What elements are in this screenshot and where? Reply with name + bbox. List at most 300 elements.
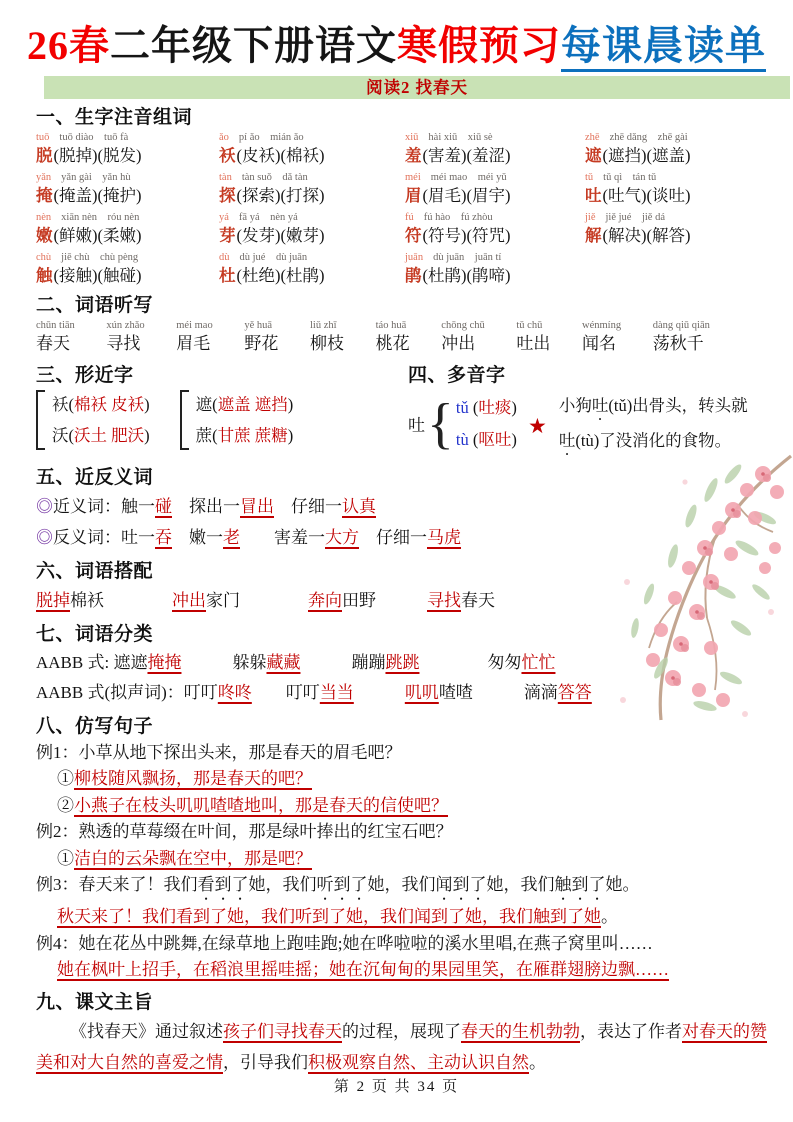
text-segment: 闻到了 bbox=[435, 875, 487, 895]
character-words-line bbox=[219, 184, 405, 207]
text-segment: ( bbox=[212, 394, 218, 414]
character-words-line bbox=[585, 224, 775, 247]
word-pinyin: tàn suǒ dǎ tàn bbox=[241, 171, 308, 183]
text-segment bbox=[376, 591, 427, 610]
bracket-shape bbox=[36, 390, 45, 450]
polyphone-readings bbox=[456, 392, 551, 456]
pinyin-line bbox=[219, 131, 405, 144]
text-segment: ① bbox=[57, 848, 74, 868]
head-character: 羞 bbox=[405, 145, 422, 165]
text-segment: 匆匆 bbox=[487, 652, 522, 672]
head-character: 眉 bbox=[405, 185, 422, 205]
pinyin-line bbox=[36, 171, 219, 184]
dictation-pinyin: xún zhǎo bbox=[106, 319, 145, 331]
entry-words: (杜绝)(杜鹃) bbox=[236, 265, 325, 285]
dictation-text: 春天 bbox=[36, 333, 70, 353]
text-segment: 近义词：触一 bbox=[53, 496, 155, 516]
text-segment: 藏藏 bbox=[266, 652, 301, 672]
head-pinyin: tuō bbox=[36, 131, 50, 143]
dictation-word bbox=[106, 319, 144, 356]
head-pinyin: yǎn bbox=[36, 171, 52, 183]
head-character: 遮 bbox=[585, 145, 602, 165]
similar-group bbox=[36, 390, 150, 450]
antonyms-line bbox=[36, 522, 775, 553]
text-segment: ( bbox=[472, 397, 479, 417]
section-9-heading: 九、课文主旨 bbox=[36, 991, 154, 1013]
entry-words: (鲜嫩)(柔嫩) bbox=[53, 225, 142, 245]
text-segment: 《找春天》通过叙述 bbox=[70, 1021, 223, 1041]
text-segment bbox=[181, 653, 232, 672]
text-segment: 沃 bbox=[52, 425, 69, 445]
text-segment: 嫩一 bbox=[172, 527, 223, 547]
text-segment: ◎ bbox=[36, 527, 53, 547]
head-character: 脱 bbox=[36, 145, 53, 165]
section-6-heading: 六、词语搭配 bbox=[36, 560, 154, 582]
text-segment: 听到了 bbox=[316, 875, 368, 895]
aabb-onomatopoeia-line bbox=[36, 678, 775, 708]
text-segment: 孩子们寻找春天 bbox=[223, 1021, 342, 1041]
example-line bbox=[36, 931, 775, 958]
text-segment: ◎ bbox=[36, 496, 53, 516]
dictation-text: 野花 bbox=[244, 333, 279, 353]
text-segment: 蔗 bbox=[195, 425, 213, 445]
dictation-word bbox=[376, 319, 410, 356]
example-line bbox=[36, 872, 775, 904]
head-pinyin: dù bbox=[219, 251, 230, 263]
text-segment: 甘蔗 蔗糖 bbox=[217, 425, 288, 445]
text-segment: ，表达了作者 bbox=[580, 1021, 682, 1041]
dictation-pinyin: dàng qiū qiān bbox=[652, 319, 710, 331]
text-segment: 探出一 bbox=[172, 496, 240, 516]
head-character: 鹃 bbox=[405, 265, 422, 285]
text-segment: 例2：熟透的草莓缀在叶间，那是绿叶捧出的红宝石吧？ bbox=[36, 822, 453, 842]
dictation-pinyin: liǔ zhī bbox=[310, 319, 337, 331]
text-segment: 当当 bbox=[319, 682, 354, 702]
title-part-reading-list: 每课晨读单 bbox=[561, 23, 766, 72]
dictation-word bbox=[441, 319, 484, 356]
text-segment: 忙忙 bbox=[521, 652, 556, 672]
character-words-line bbox=[585, 184, 775, 207]
word-pinyin: yǎn gài yǎn hù bbox=[61, 171, 131, 183]
answer-line bbox=[36, 904, 775, 931]
character-words-line bbox=[219, 144, 405, 167]
entry-words: (眉毛)(眉宇) bbox=[422, 185, 511, 205]
character-entry bbox=[405, 211, 585, 247]
dictation-text: 荡秋千 bbox=[652, 333, 704, 353]
pinyin-line bbox=[219, 171, 405, 184]
text-segment: ) bbox=[144, 394, 150, 414]
text-segment: 家门 bbox=[206, 590, 240, 610]
head-character: 杜 bbox=[219, 265, 236, 285]
dictation-word bbox=[582, 319, 621, 356]
character-words-line bbox=[405, 224, 585, 247]
character-words-line bbox=[219, 264, 405, 287]
answer-line bbox=[36, 793, 775, 820]
section-4-heading: 四、多音字 bbox=[408, 364, 506, 386]
section-5-heading: 五、近反义词 bbox=[36, 466, 154, 488]
character-grid bbox=[36, 131, 775, 287]
text-segment: AABB 式: 遮遮 bbox=[36, 652, 148, 672]
text-segment: 吐痰 bbox=[478, 397, 512, 417]
text-segment: 袄 bbox=[52, 394, 69, 414]
text-segment: ① bbox=[57, 769, 74, 789]
text-segment: tǔ bbox=[455, 397, 473, 417]
word-pinyin: hài xiū xiū sè bbox=[428, 131, 493, 143]
text-segment: 吞 bbox=[155, 527, 172, 547]
similar-line bbox=[52, 393, 150, 416]
similar-group-lines bbox=[196, 390, 294, 450]
theme-paragraph bbox=[36, 1016, 775, 1078]
text-segment: 春天 bbox=[461, 590, 495, 610]
similar-group bbox=[180, 390, 294, 450]
entry-words: (杜鹃)(鹃啼) bbox=[422, 265, 511, 285]
text-segment: 积极观察自然、主动认识自然 bbox=[308, 1052, 529, 1072]
text-segment: 遮 bbox=[195, 394, 213, 414]
polyphone-example-sentence bbox=[559, 389, 748, 459]
text-segment: ) bbox=[287, 394, 294, 414]
word-pinyin: fā yá nèn yá bbox=[238, 211, 298, 223]
text-segment: 仔细一 bbox=[274, 496, 342, 516]
character-words-line bbox=[36, 224, 219, 247]
text-segment: ) bbox=[144, 425, 150, 445]
page-number-footer: 第 2 页 共 34 页 bbox=[333, 1079, 460, 1095]
text-segment: 大方 bbox=[325, 527, 359, 547]
title-part-preview: 寒假预习 bbox=[397, 23, 561, 68]
example-line bbox=[36, 819, 775, 846]
answer-line bbox=[36, 766, 775, 793]
text-segment: 她，我们 bbox=[248, 875, 317, 895]
text-segment: 马虎 bbox=[427, 527, 461, 547]
text-segment: 看到了 bbox=[197, 875, 249, 895]
text-segment: ( bbox=[68, 425, 74, 445]
head-character: 吐 bbox=[585, 185, 602, 205]
character-entry bbox=[585, 131, 775, 167]
text-segment: 遮盖 遮挡 bbox=[217, 394, 288, 414]
text-segment: 棉袄 bbox=[70, 590, 104, 610]
entry-words: (符号)(符咒) bbox=[422, 225, 511, 245]
text-segment: 掩掩 bbox=[147, 652, 182, 672]
entry-words: (发芽)(嫩芽) bbox=[236, 225, 325, 245]
text-segment: ( bbox=[68, 394, 74, 414]
text-segment: 吐 bbox=[591, 395, 609, 415]
text-segment: ) bbox=[511, 429, 517, 449]
text-segment: 反义词：吐一 bbox=[53, 527, 155, 547]
text-segment: 。 bbox=[601, 907, 618, 927]
text-segment: 例3：春天来了！我们 bbox=[36, 875, 198, 895]
head-pinyin: ǎo bbox=[219, 131, 229, 143]
polyphone-content bbox=[408, 389, 775, 459]
pinyin-line bbox=[585, 131, 775, 144]
pinyin-line bbox=[405, 131, 585, 144]
text-segment: 的过程，展现了 bbox=[342, 1021, 461, 1041]
head-character: 嫩 bbox=[36, 225, 53, 245]
dictation-word bbox=[36, 319, 75, 356]
text-segment: 洁白的云朵飘在空中，那是吧？ bbox=[74, 848, 312, 868]
text-segment bbox=[300, 653, 351, 672]
text-segment: 仔细一 bbox=[359, 527, 427, 547]
text-segment: ( bbox=[212, 425, 218, 445]
text-segment bbox=[104, 591, 172, 610]
text-segment: 叮叮 bbox=[285, 682, 320, 702]
text-segment: 寻找 bbox=[427, 590, 461, 610]
word-pinyin: dù juān juān tí bbox=[433, 251, 502, 263]
dictation-text: 寻找 bbox=[106, 333, 141, 353]
character-entry bbox=[585, 171, 775, 207]
text-segment: 田野 bbox=[342, 590, 376, 610]
entry-words: (掩盖)(掩护) bbox=[53, 185, 142, 205]
head-pinyin: méi bbox=[405, 171, 421, 183]
head-character: 芽 bbox=[219, 225, 236, 245]
text-segment: 她。 bbox=[605, 875, 640, 895]
text-segment: 沃土 肥沃 bbox=[74, 425, 145, 445]
text-segment: 喳喳 bbox=[438, 682, 473, 702]
sentence-line bbox=[559, 424, 748, 459]
word-pinyin: fú hào fú zhòu bbox=[423, 211, 493, 223]
text-segment bbox=[240, 591, 308, 610]
polyphone-section bbox=[408, 357, 775, 459]
brace-glyph: { bbox=[427, 392, 454, 455]
text-segment: 触到了 bbox=[554, 875, 606, 895]
text-segment: 老 bbox=[223, 527, 240, 547]
dictation-word bbox=[516, 319, 550, 356]
entry-words: (皮袄)(棉袄) bbox=[236, 145, 325, 165]
head-character: 掩 bbox=[36, 185, 53, 205]
text-segment: 认真 bbox=[342, 496, 376, 516]
word-pinyin: tuō diào tuō fà bbox=[59, 131, 129, 143]
word-pinyin: jiē chù chù pèng bbox=[61, 251, 139, 263]
head-pinyin: zhē bbox=[585, 131, 600, 143]
text-segment: 。 bbox=[529, 1052, 546, 1072]
aabb-line bbox=[36, 648, 775, 678]
pinyin-line bbox=[36, 131, 219, 144]
dictation-pinyin: yě huā bbox=[244, 319, 273, 331]
pinyin-line bbox=[585, 211, 775, 224]
text-segment: 碰 bbox=[155, 496, 172, 516]
head-pinyin: yá bbox=[219, 211, 229, 223]
polyphone-character: 吐 bbox=[408, 416, 425, 436]
entry-words: (遮挡)(遮盖) bbox=[602, 145, 691, 165]
text-segment: 小狗 bbox=[558, 395, 592, 415]
entry-words: (吐气)(谈吐) bbox=[602, 185, 691, 205]
text-segment: 躲躲 bbox=[232, 652, 267, 672]
text-segment: 秋天来了！我们看到了她，我们听到了她，我们闻到了她，我们触到了她 bbox=[57, 907, 601, 927]
sentence-line bbox=[559, 389, 748, 424]
dictation-text: 柳枝 bbox=[310, 333, 344, 353]
character-entry bbox=[36, 251, 219, 287]
text-segment: AABB 式(拟声词)：叮叮 bbox=[36, 682, 218, 702]
word-pinyin: tǔ qì tán tǔ bbox=[603, 171, 657, 183]
dictation-pinyin: tǔ chū bbox=[516, 319, 543, 331]
character-entry bbox=[219, 211, 405, 247]
example-line bbox=[36, 740, 775, 767]
answer-line bbox=[36, 957, 775, 984]
head-character: 袄 bbox=[219, 145, 236, 165]
dictation-pinyin: chūn tiān bbox=[36, 319, 75, 331]
text-segment: 滴滴 bbox=[523, 682, 558, 702]
character-entry bbox=[405, 251, 585, 287]
reading-line bbox=[456, 394, 517, 422]
star-icon: ★ bbox=[528, 413, 547, 438]
entry-words: (害羞)(羞涩) bbox=[422, 145, 511, 165]
character-words-line bbox=[585, 144, 775, 167]
text-segment: ) bbox=[287, 425, 294, 445]
character-words-line bbox=[219, 224, 405, 247]
similar-character-groups bbox=[36, 390, 408, 450]
dictation-pinyin: chōng chū bbox=[441, 319, 485, 331]
dictation-pinyin: táo huā bbox=[375, 319, 407, 331]
word-pinyin: pí ǎo mián ǎo bbox=[238, 131, 304, 143]
character-words-line bbox=[36, 264, 219, 287]
text-segment: 呕吐 bbox=[478, 429, 512, 449]
text-segment: 脱掉 bbox=[36, 590, 70, 610]
reading-line bbox=[456, 426, 517, 454]
head-character: 解 bbox=[585, 225, 602, 245]
text-segment: 冲出 bbox=[172, 590, 206, 610]
character-words-line bbox=[36, 144, 219, 167]
collocations-line bbox=[36, 585, 775, 616]
head-pinyin: tàn bbox=[219, 171, 232, 183]
character-entry bbox=[219, 171, 405, 207]
worksheet-content bbox=[0, 106, 793, 1078]
text-segment: 例4：她在花丛中跳舞,在绿草地上跑哇跑;她在哗啦啦的溪水里唱,在燕子窝里叫…… bbox=[36, 933, 653, 953]
pinyin-line bbox=[405, 211, 585, 224]
pinyin-line bbox=[36, 251, 219, 264]
word-pinyin: zhē dǎng zhē gài bbox=[609, 131, 688, 143]
character-words-line bbox=[36, 184, 219, 207]
dictation-pinyin: wénmíng bbox=[582, 319, 622, 331]
dictation-text: 冲出 bbox=[441, 333, 476, 353]
text-segment: 柳枝随风飘扬，那是春天的吧？ bbox=[74, 769, 312, 789]
entry-words: (探索)(打探) bbox=[236, 185, 325, 205]
head-pinyin: jiě bbox=[585, 211, 596, 223]
section-7-heading: 七、词语分类 bbox=[36, 623, 154, 645]
text-segment: 害羞一 bbox=[240, 527, 325, 547]
head-pinyin: nèn bbox=[36, 211, 52, 223]
similar-chars-and-polyphone-row bbox=[36, 357, 775, 459]
text-segment: tù bbox=[455, 429, 473, 449]
section-3-heading: 三、形近字 bbox=[36, 364, 134, 386]
entry-words: (脱掉)(脱发) bbox=[53, 145, 142, 165]
character-words-line bbox=[405, 184, 585, 207]
lesson-banner: 阅读2 找春天 bbox=[44, 76, 790, 99]
word-pinyin: dù jué dù juān bbox=[239, 251, 308, 263]
dictation-word bbox=[653, 319, 710, 356]
head-character: 触 bbox=[36, 265, 53, 285]
text-segment: 咚咚 bbox=[217, 682, 252, 702]
character-words-line bbox=[405, 144, 585, 167]
text-segment: 冒出 bbox=[240, 496, 274, 516]
pinyin-line bbox=[219, 211, 405, 224]
similar-line bbox=[52, 424, 150, 447]
text-segment: 答答 bbox=[557, 682, 592, 702]
section-1-heading: 一、生字注音组词 bbox=[36, 106, 193, 128]
similar-line bbox=[196, 424, 294, 447]
text-segment bbox=[419, 653, 487, 672]
head-pinyin: xiū bbox=[405, 131, 419, 143]
character-entry bbox=[405, 131, 585, 167]
dictation-text: 桃花 bbox=[375, 333, 410, 353]
text-segment: 例1：小草从地下探出头来，那是春天的眉毛吧？ bbox=[36, 742, 402, 762]
similar-group-lines bbox=[52, 390, 150, 450]
section-2-heading: 二、词语听写 bbox=[36, 294, 154, 316]
word-pinyin: méi mao méi yǔ bbox=[430, 171, 507, 183]
bracket-shape bbox=[180, 390, 189, 450]
pinyin-line bbox=[405, 171, 585, 184]
text-segment: ) bbox=[511, 397, 517, 417]
text-segment: 蹦蹦 bbox=[351, 652, 386, 672]
character-entry bbox=[36, 171, 219, 207]
character-entry bbox=[36, 211, 219, 247]
text-segment: 跳跳 bbox=[385, 652, 420, 672]
head-pinyin: tǔ bbox=[585, 171, 594, 183]
head-pinyin: juān bbox=[405, 251, 424, 263]
text-segment: (tù)了没消化的食物。 bbox=[575, 430, 732, 450]
character-entry bbox=[405, 171, 585, 207]
similar-line bbox=[196, 393, 294, 416]
pinyin-line bbox=[585, 171, 775, 184]
head-character: 探 bbox=[219, 185, 236, 205]
dictation-text: 眉毛 bbox=[176, 333, 211, 353]
character-entry bbox=[585, 211, 775, 247]
head-pinyin: chù bbox=[36, 251, 52, 263]
character-words-line bbox=[405, 264, 585, 287]
dictation-word bbox=[310, 319, 344, 356]
answer-line bbox=[36, 846, 775, 873]
text-segment bbox=[252, 683, 286, 702]
head-pinyin: fú bbox=[405, 211, 414, 223]
dictation-text: 吐出 bbox=[516, 333, 551, 353]
text-segment: 春天的生机勃勃 bbox=[461, 1021, 580, 1041]
text-segment: 棉袄 皮袄 bbox=[74, 394, 145, 414]
text-segment: 她，我们 bbox=[486, 875, 555, 895]
text-segment: ，引导我们 bbox=[223, 1052, 308, 1072]
text-segment: 叽叽 bbox=[404, 682, 439, 702]
head-character: 符 bbox=[405, 225, 422, 245]
title-part-grade: 二年级下册语文 bbox=[110, 23, 397, 68]
text-segment bbox=[473, 683, 524, 702]
text-segment: 她在枫叶上招手，在稻浪里摇哇摇；她在沉甸甸的果园里笑，在雁群翅膀边飘…… bbox=[57, 960, 669, 980]
dictation-pinyin: méi mao bbox=[176, 319, 213, 331]
character-entry bbox=[36, 131, 219, 167]
text-segment bbox=[354, 683, 405, 702]
text-segment: (tǔ)出骨头，转头就 bbox=[608, 395, 748, 415]
dictation-word bbox=[244, 319, 278, 356]
character-entry bbox=[219, 251, 405, 287]
page-title bbox=[0, 22, 793, 71]
similar-characters-section bbox=[36, 357, 408, 459]
synonyms-line bbox=[36, 491, 775, 522]
text-segment: ( bbox=[472, 429, 479, 449]
section-8-heading: 八、仿写句子 bbox=[36, 715, 154, 737]
text-segment: ② bbox=[57, 795, 74, 815]
dictation-word-row bbox=[36, 319, 710, 356]
entry-words: (解决)(解答) bbox=[602, 225, 691, 245]
text-segment: 小燕子在枝头叽叽喳喳地叫，那是春天的信使吧？ bbox=[74, 795, 448, 815]
dictation-text: 闻名 bbox=[582, 333, 617, 353]
text-segment: 奔向 bbox=[308, 590, 342, 610]
text-segment: 吐 bbox=[558, 430, 576, 450]
pinyin-line bbox=[405, 251, 585, 264]
word-pinyin: jiě jué jiě dá bbox=[605, 211, 665, 223]
pinyin-line bbox=[36, 211, 219, 224]
pinyin-line bbox=[219, 251, 405, 264]
character-entry bbox=[219, 131, 405, 167]
text-segment: 对春天的赞美和对大自然的喜爱之情 bbox=[36, 1021, 767, 1072]
word-pinyin: xiān nèn róu nèn bbox=[61, 211, 140, 223]
title-part-term: 26春 bbox=[27, 23, 110, 68]
text-segment: 她，我们 bbox=[367, 875, 436, 895]
entry-words: (接触)(触碰) bbox=[53, 265, 142, 285]
